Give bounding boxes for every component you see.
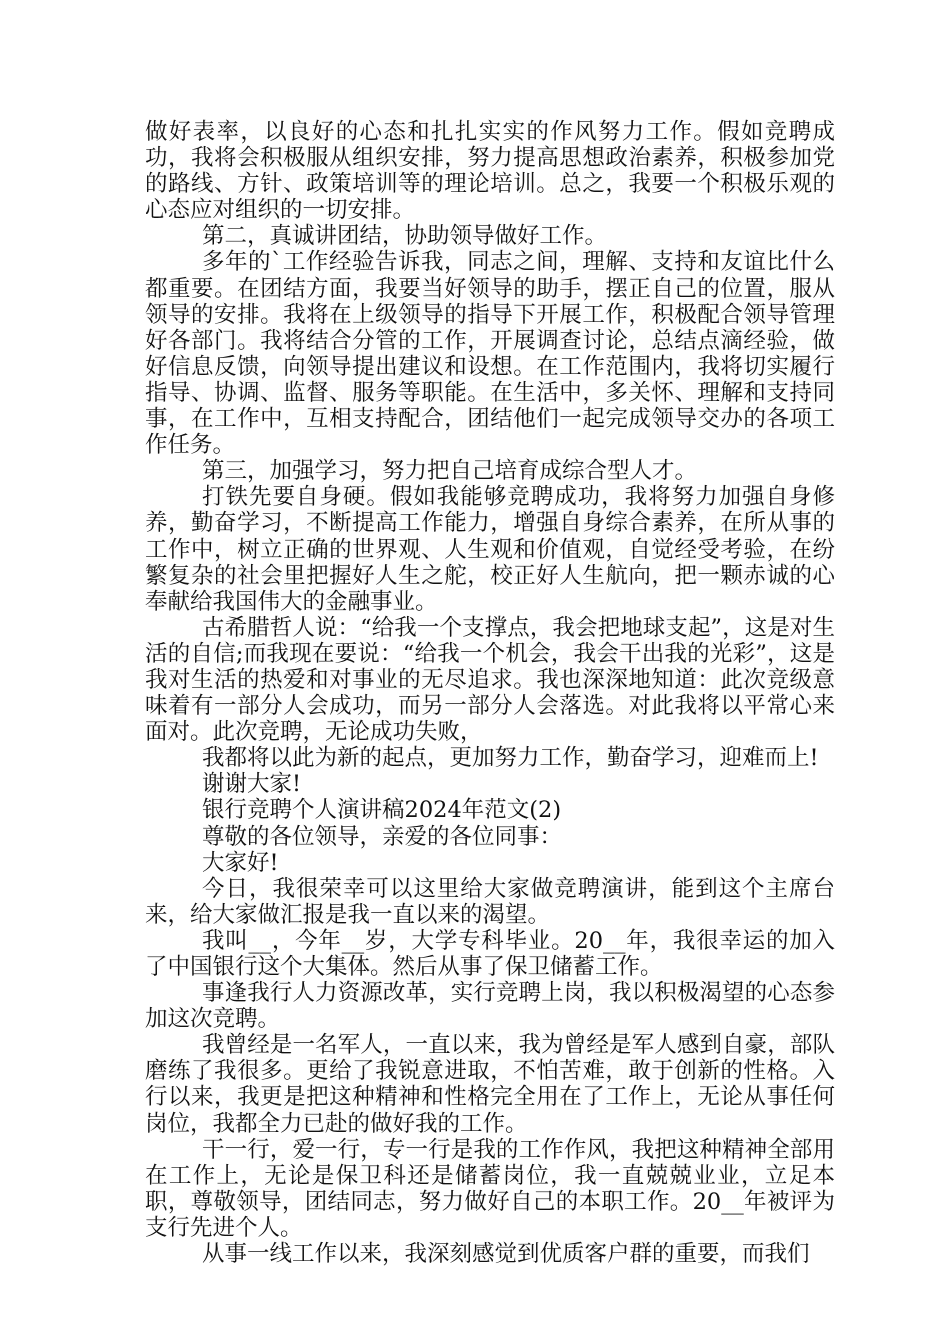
paragraph: 多年的`工作经验告诉我，同志之间，理解、支持和友谊比什么都重要。在团结方面，我要当好领导的助手，摆正自己的位置，服从领导的安排。我将在上级领导的指导下开展工作，积极配合领导管理好各部门。我将结合分管的工作，开展调查讨论，总结点滴经验，做好信息反馈，向领导提出建议和设想。在工作范围内，我将切实履行指导、协调、监督、服务等职能。在生活中，多关怀、理解和支持同事，在工作中，互相支持配合，团结他们一起完成领导交办的各项工作任务。 [145, 249, 835, 459]
paragraph: 我叫__，今年__岁，大学专科毕业。20__年，我很幸运的加入了中国银行这个大集体。然后从事了保卫储蓄工作。 [145, 927, 835, 980]
paragraph: 我都将以此为新的起点，更加努力工作，勤奋学习，迎难而上! [202, 745, 819, 772]
paragraph-thanks: 谢谢大家! [202, 771, 302, 798]
paragraph-heading-third: 第三，加强学习，努力把自己培育成综合型人才。 [202, 458, 698, 485]
paragraph: 我曾经是一名军人，一直以来，我为曾经是军人感到自豪，部队磨练了我很多。更给了我锐意进取，不怕苦难，敢于创新的性格。入行以来，我更是把这种精神和性格完全用在了工作上，无论从事任何岗位，我都全力已赴的做好我的工作。 [145, 1032, 835, 1137]
paragraph: 打铁先要自身硬。假如我能够竞聘成功，我将努力加强自身修养，勤奋学习，不断提高工作能力，增强自身综合素养，在所从事的工作中，树立正确的世界观、人生观和价值观，自觉经受考验，在纷繁复杂的社会里把握好人生之舵，校正好人生航向，把一颗赤诚的心奉献给我国伟大的金融事业。 [145, 484, 835, 615]
salutation: 尊敬的各位领导，亲爱的各位同事： [202, 823, 563, 850]
document-page [145, 119, 835, 1267]
paragraph: 做好表率，以良好的心态和扎扎实实的作风努力工作。假如竞聘成功，我将会积极服从组织安排，努力提高思想政治素养，积极参加党的路线、方针、政策培训等的理论培训。总之，我要一个积极乐观的心态应对组织的一切安排。 [145, 119, 835, 224]
paragraph: 事逢我行人力资源改革，实行竞聘上岗，我以积极渴望的心态参加这次竞聘。 [145, 980, 835, 1033]
section-title: 银行竞聘个人演讲稿2024年范文(2) [202, 797, 562, 824]
paragraph: 从事一线工作以来，我深刻感觉到优质客户群的重要，而我们 [202, 1241, 810, 1268]
paragraph: 今日，我很荣幸可以这里给大家做竞聘演讲，能到这个主席台来，给大家做汇报是我一直以来的渴望。 [145, 875, 835, 928]
paragraph: 古希腊哲人说：“给我一个支撑点，我会把地球支起”，这是对生活的自信;而我现在要说：“给我一个机会，我会干出我的光彩”，这是我对生活的热爱和对事业的无尽追求。我也深深地知道：此次竞级意味着有一部分人会成功，而另一部分人会落选。对此我将以平常心来面对。此次竞聘，无论成功失败， [145, 614, 835, 746]
greeting: 大家好! [202, 849, 279, 876]
paragraph-heading-second: 第二，真诚讲团结，协助领导做好工作。 [202, 223, 608, 250]
paragraph: 干一行，爱一行，专一行是我的工作作风，我把这种精神全部用在工作上，无论是保卫科还是储蓄岗位，我一直兢兢业业，立足本职，尊敬领导，团结同志，努力做好自己的本职工作。20__年被评为支行先进个人。 [145, 1136, 835, 1241]
